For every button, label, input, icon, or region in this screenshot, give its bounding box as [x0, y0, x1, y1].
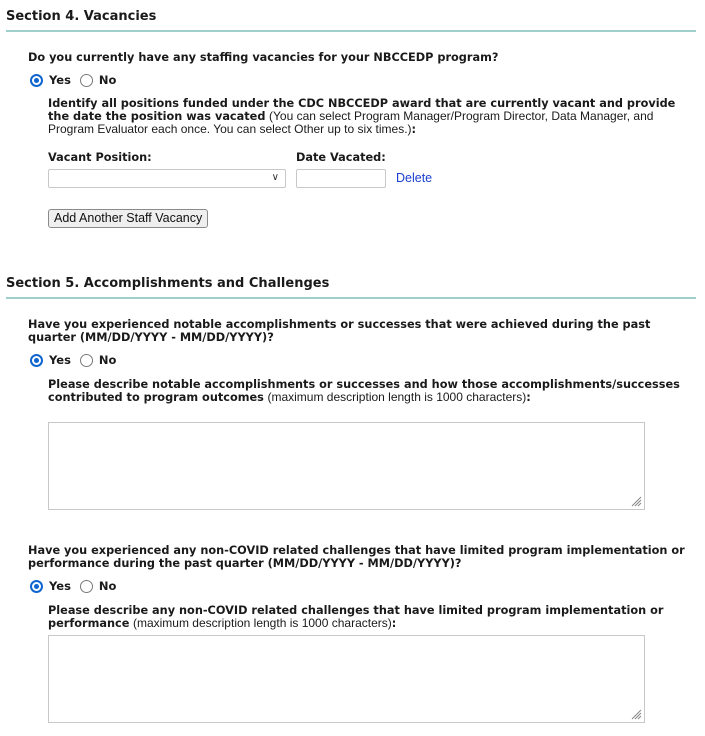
resize-grip-icon[interactable] — [630, 708, 642, 720]
resize-grip-icon[interactable] — [630, 495, 642, 507]
vacancies-no-label[interactable]: No — [98, 73, 117, 87]
vacancies-instructions-colon: : — [411, 123, 417, 136]
accomplishments-textarea[interactable] — [48, 422, 645, 510]
accomplishments-radio-group — [30, 353, 125, 367]
vacancies-question: Do you currently have any staffing vacancies for your NBCCEDP program? — [28, 51, 499, 64]
vacancies-yes-label[interactable]: Yes — [49, 73, 71, 87]
challenges-desc-colon: : — [391, 617, 397, 630]
challenges-yes-label[interactable]: Yes — [49, 579, 71, 593]
vacancies-yes-radio[interactable] — [30, 74, 43, 87]
vacant-position-select[interactable] — [48, 169, 286, 188]
date-vacated-label: Date Vacated: — [296, 151, 386, 164]
chevron-down-icon: ∨ — [271, 172, 279, 183]
accomplishments-desc-bold: Please describe notable accomplishments or successes and how those accomplishments/successes contributed to program outcomes — [48, 378, 680, 404]
challenges-description-label — [48, 604, 688, 630]
challenges-textarea[interactable] — [48, 635, 645, 723]
accomplishments-yes-label[interactable]: Yes — [49, 353, 71, 367]
challenges-desc-note: (maximum description length is 1000 characters) — [132, 616, 392, 630]
accomplishments-description-label — [48, 378, 683, 404]
section-4-title: Section 4. Vacancies — [6, 9, 696, 32]
challenges-yes-radio[interactable] — [30, 580, 43, 593]
challenges-no-radio[interactable] — [80, 580, 93, 593]
challenges-desc-bold: Please describe any non-COVID related challenges that have limited program implementation or performance — [48, 604, 664, 630]
vacancies-instructions-bold: Identify all positions funded under the CDC NBCCEDP award that are currently vacant and provide the date the position was vacated — [48, 97, 676, 123]
vacant-position-label: Vacant Position: — [48, 151, 152, 164]
add-staff-vacancy-button[interactable]: Add Another Staff Vacancy — [48, 209, 208, 228]
vacancies-instructions-note: (You can select Program Manager/Program Director, Data Manager, and Program Evaluator each once. You can select Other up to six times.) — [48, 109, 654, 136]
vacancies-instructions — [48, 97, 688, 136]
challenges-no-label[interactable]: No — [98, 579, 117, 593]
accomplishments-desc-colon: : — [526, 391, 531, 404]
accomplishments-no-label[interactable]: No — [98, 353, 117, 367]
challenges-radio-group — [30, 579, 125, 593]
section-5-title: Section 5. Accomplishments and Challenges — [6, 276, 696, 299]
delete-vacancy-link[interactable]: Delete — [396, 171, 433, 185]
vacancies-radio-group — [30, 73, 125, 87]
vacancies-no-radio[interactable] — [80, 74, 93, 87]
date-vacated-input[interactable] — [296, 169, 386, 188]
accomplishments-yes-radio[interactable] — [30, 354, 43, 367]
accomplishments-question: Have you experienced notable accomplishments or successes that were achieved during the past quarter (MM/DD/YYYY - MM/DD/YYYY)? — [28, 318, 651, 344]
accomplishments-desc-note: (maximum description length is 1000 characters) — [267, 390, 527, 404]
accomplishments-no-radio[interactable] — [80, 354, 93, 367]
challenges-question: Have you experienced any non-COVID related challenges that have limited program implementation or performance during the past quarter (MM/DD/YYYY - MM/DD/YYYY)? — [28, 544, 685, 570]
